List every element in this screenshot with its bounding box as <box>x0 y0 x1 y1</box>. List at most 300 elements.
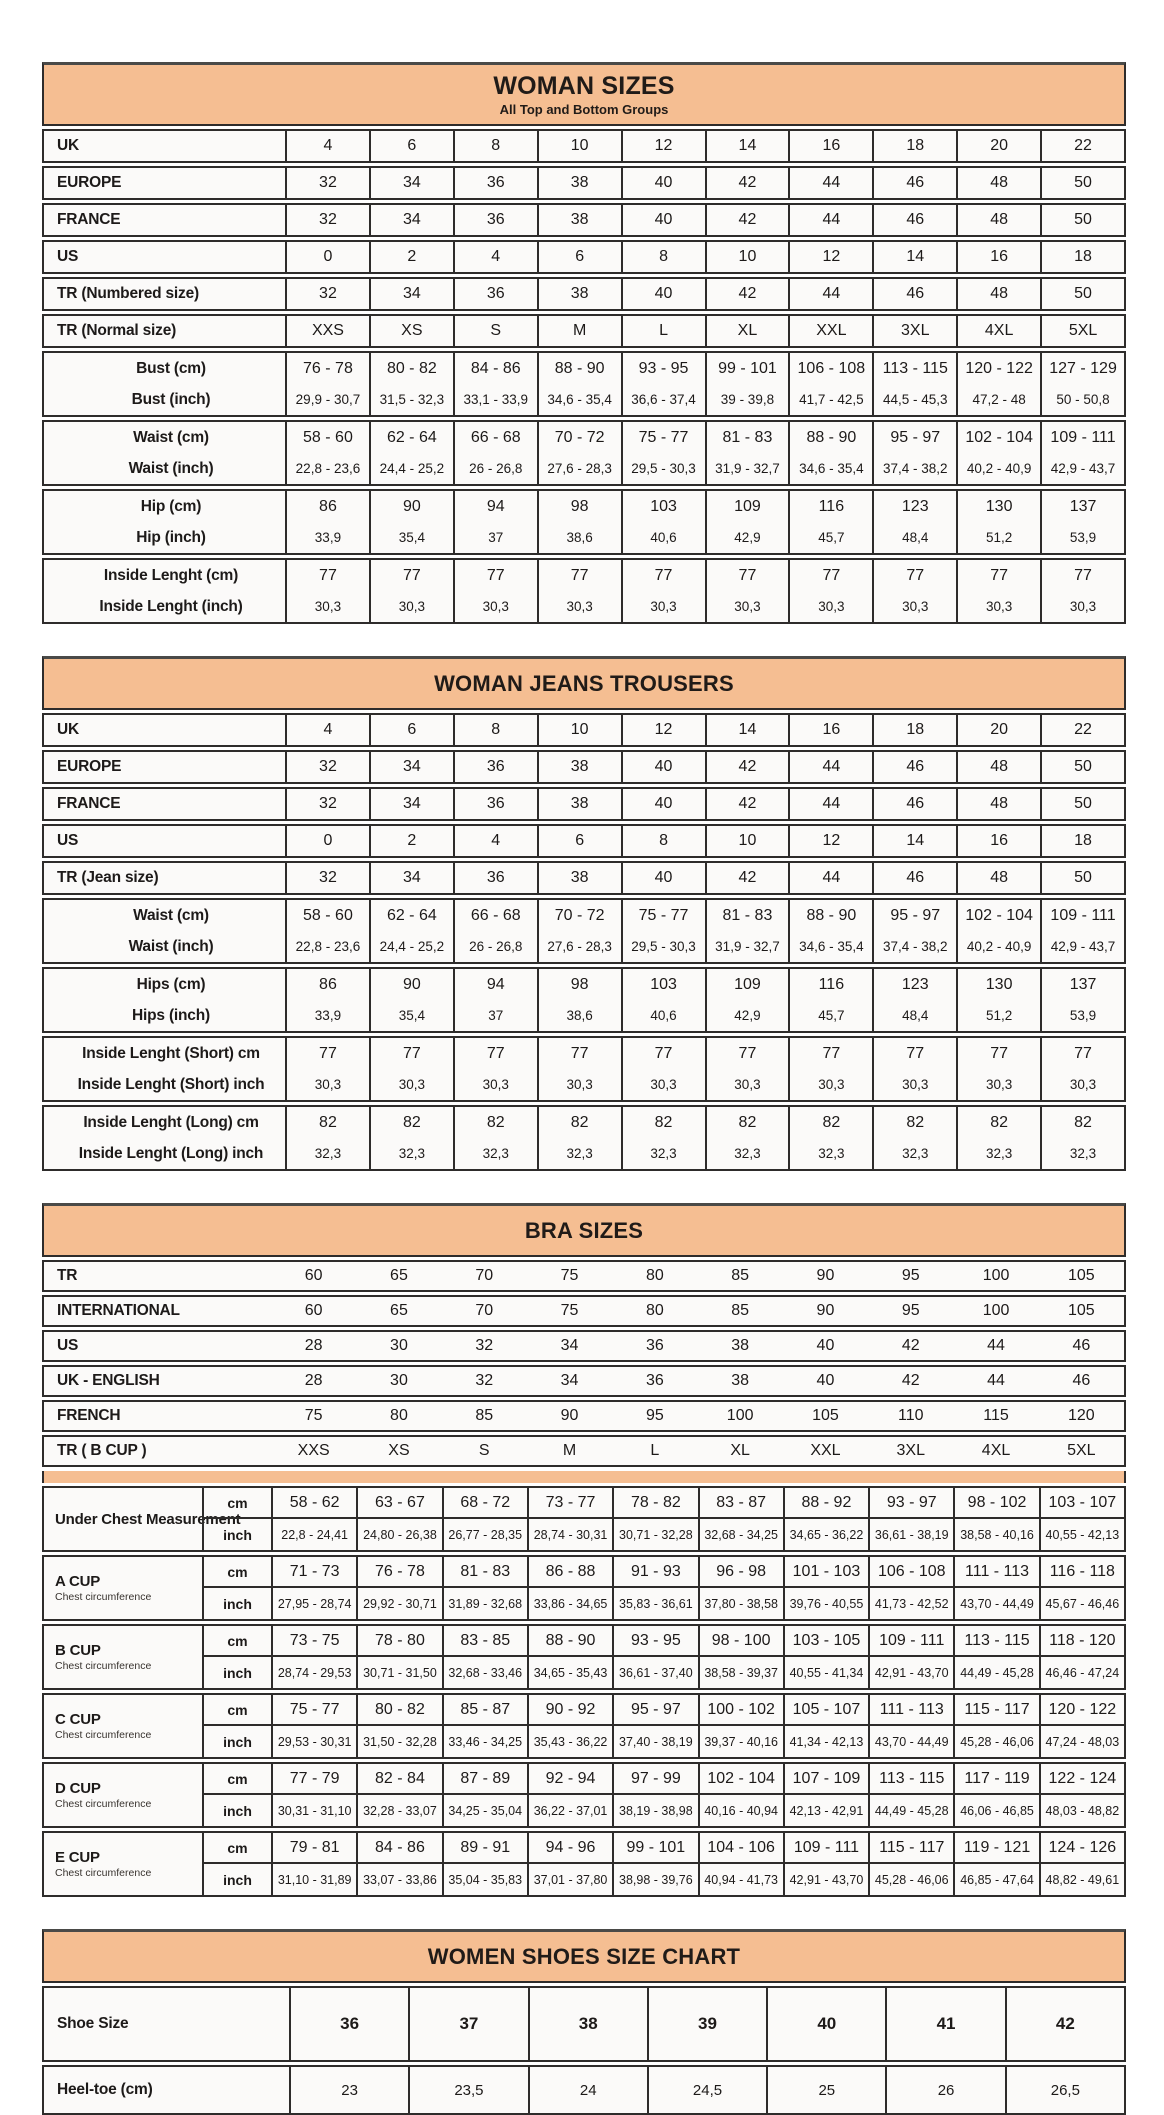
size-cell <box>369 560 453 622</box>
size-cell-cm: 124 - 126 <box>1039 1833 1124 1864</box>
row-label <box>44 1764 202 1826</box>
table-row-line <box>44 900 1124 962</box>
size-cell: 38 <box>528 1988 647 2060</box>
size-cell <box>705 560 789 622</box>
row-label: FRANCE <box>57 211 121 228</box>
row-label: Shoe Size <box>57 2015 129 2032</box>
size-cell: 48 <box>956 863 1040 893</box>
size-cell-inch: 27,95 - 28,74 <box>271 1588 356 1619</box>
size-cell-cm: 122 - 124 <box>1039 1764 1124 1795</box>
size-cell <box>956 1038 1040 1100</box>
size-cell: 14 <box>705 131 789 161</box>
size-cell-cm: 77 <box>1074 1044 1092 1062</box>
size-cell: 32 <box>285 863 369 893</box>
size-cell-inch: 32,3 <box>818 1146 845 1161</box>
size-cell-inch: 39,76 - 40,55 <box>783 1588 868 1619</box>
row-label: EUROPE <box>57 758 122 775</box>
bra-sizes-header <box>42 1203 1126 1257</box>
size-cell-cm: 123 <box>901 975 929 993</box>
size-cell-cm: 77 <box>654 566 673 584</box>
size-cell <box>621 900 705 962</box>
size-cell-inch: 29,5 - 30,3 <box>631 939 696 954</box>
size-cell-inch: 44,49 - 45,28 <box>868 1795 953 1826</box>
row-label-inch: Hips (inch) <box>132 1006 210 1024</box>
size-cell <box>705 900 789 962</box>
row-label-cm: Hip (cm) <box>140 497 202 515</box>
bra-table-divider <box>42 1471 1126 1483</box>
table-row <box>42 420 1126 486</box>
size-cell-cm: 77 <box>402 1044 421 1062</box>
size-cell: 23 <box>289 2067 408 2113</box>
size-cell: 90 <box>816 1267 835 1284</box>
size-cell: 46 <box>872 205 956 235</box>
size-cell: 95 <box>901 1267 920 1284</box>
row-label-cm: Waist (cm) <box>133 906 209 924</box>
size-cell-cm: 82 <box>990 1113 1009 1131</box>
table-row-line <box>44 1297 1124 1325</box>
size-cell-inch: 33,9 <box>314 1008 342 1023</box>
size-cell-cm: 93 - 95 <box>612 1626 697 1657</box>
size-cell: 16 <box>956 242 1040 272</box>
size-cell: 38 <box>537 279 621 309</box>
size-cell-inch: 38,98 - 39,76 <box>612 1864 697 1895</box>
table-row-line <box>44 279 1124 309</box>
size-cell-inch: 32,3 <box>566 1146 593 1161</box>
size-cell: 12 <box>788 826 872 856</box>
size-cell <box>1040 422 1124 484</box>
size-cell: 40 <box>816 1372 835 1389</box>
size-cell <box>621 422 705 484</box>
row-label <box>44 1695 202 1757</box>
row-label: TR (Normal size) <box>57 322 177 339</box>
size-cell: 6 <box>537 826 621 856</box>
cup-row-grid <box>44 1488 1124 1550</box>
size-cell: 38 <box>537 205 621 235</box>
size-cell-cm: 89 - 91 <box>442 1833 527 1864</box>
size-cell-inch: 33,1 - 33,9 <box>463 392 529 407</box>
size-cell-cm: 77 <box>990 566 1009 584</box>
size-cell <box>788 1107 872 1169</box>
size-cell-inch: 43,70 - 44,49 <box>868 1726 953 1757</box>
size-cell: 4 <box>453 242 537 272</box>
size-cell-cm: 88 - 90 <box>806 906 857 924</box>
size-cell: 42 <box>705 168 789 198</box>
size-cell: 44 <box>987 1337 1005 1354</box>
row-label-cm: Inside Lenght (Long) cm <box>83 1113 259 1131</box>
table-row <box>42 203 1126 237</box>
size-cell-cm: 90 <box>402 975 421 993</box>
size-cell-inch: 51,2 <box>986 1008 1013 1023</box>
size-cell: 65 <box>390 1302 408 1319</box>
size-cell <box>788 491 872 553</box>
size-cell <box>285 560 369 622</box>
row-label: TR <box>57 1267 78 1284</box>
row-label: TR (Jean size) <box>57 869 159 886</box>
table-row-line <box>44 353 1124 415</box>
woman-sizes-table <box>42 62 1126 624</box>
size-cell: 46 <box>872 168 956 198</box>
size-cell <box>537 560 621 622</box>
size-cell-cm: 107 - 109 <box>783 1764 868 1795</box>
table-row <box>42 898 1126 964</box>
size-cell-inch: 36,22 - 37,01 <box>527 1795 612 1826</box>
size-cell: 36 <box>289 1988 408 2060</box>
size-cell: 3XL <box>896 1442 925 1459</box>
size-cell-inch: 30,3 <box>398 1077 425 1092</box>
size-cell-cm: 120 - 122 <box>965 359 1033 377</box>
unit-inch-label: inch <box>202 1519 271 1550</box>
size-cell: 95 <box>645 1407 664 1424</box>
table-row-line <box>44 1402 1124 1430</box>
table-row <box>42 1986 1126 2062</box>
size-cell: 26 <box>885 2067 1004 2113</box>
size-cell-inch: 38,6 <box>566 1008 593 1023</box>
size-cell: 40 <box>621 789 705 819</box>
size-cell-inch: 30,3 <box>650 1077 677 1092</box>
size-cell: 40 <box>621 205 705 235</box>
cup-name: E CUP <box>55 1849 100 1866</box>
size-cell-cm: 77 <box>319 566 337 584</box>
size-cell: 10 <box>537 131 621 161</box>
size-cell-cm: 82 <box>486 1113 505 1131</box>
size-cell-cm: 79 - 81 <box>271 1833 356 1864</box>
size-cell-inch: 35,43 - 36,22 <box>527 1726 612 1757</box>
size-cell <box>956 353 1040 415</box>
size-cell-cm: 109 - 111 <box>783 1833 868 1864</box>
woman-jeans-header <box>42 656 1126 710</box>
size-cell-cm: 82 <box>1074 1113 1092 1131</box>
size-cell: 36 <box>453 205 537 235</box>
size-cell-cm: 77 <box>570 1044 589 1062</box>
table-row <box>42 129 1126 163</box>
size-cell-cm: 117 - 119 <box>953 1764 1038 1795</box>
size-cell-cm: 66 - 68 <box>470 428 521 446</box>
size-cell: 5XL <box>1067 1442 1096 1459</box>
size-cell-cm: 99 - 101 <box>612 1833 697 1864</box>
size-cell: 42 <box>901 1372 920 1389</box>
table-row <box>42 824 1126 858</box>
size-cell-inch: 38,58 - 40,16 <box>953 1519 1038 1550</box>
size-cell: 36 <box>453 168 537 198</box>
size-cell <box>453 900 537 962</box>
size-cell: 40 <box>621 168 705 198</box>
size-cell-inch: 37,4 - 38,2 <box>882 461 948 476</box>
size-cell-cm: 116 <box>818 497 845 515</box>
size-cell <box>705 969 789 1031</box>
size-cell: XXS <box>285 316 369 346</box>
size-cell-cm: 95 - 97 <box>890 428 941 446</box>
table-row <box>42 1400 1126 1432</box>
table-row-line <box>44 491 1124 553</box>
size-cell-cm: 106 - 108 <box>797 359 866 377</box>
size-cell-inch: 33,46 - 34,25 <box>442 1726 527 1757</box>
size-cell <box>956 560 1040 622</box>
size-cell-inch: 24,4 - 25,2 <box>379 461 445 476</box>
size-cell-inch: 32,3 <box>398 1146 425 1161</box>
size-cell-cm: 82 <box>570 1113 589 1131</box>
size-cell <box>1040 560 1124 622</box>
size-cell: XL <box>705 316 789 346</box>
size-cell-cm: 84 - 86 <box>470 359 521 377</box>
size-cell-cm: 137 <box>1069 497 1097 515</box>
table-row <box>42 558 1126 624</box>
size-cell-inch: 30,3 <box>314 599 342 614</box>
table-row <box>42 713 1126 747</box>
size-cell: 48 <box>956 752 1040 782</box>
size-cell-inch: 30,3 <box>566 1077 593 1092</box>
bra-sizes-table <box>42 1203 1126 1897</box>
size-cell-cm: 91 - 93 <box>612 1557 697 1588</box>
size-cell-inch: 42,9 - 43,7 <box>1050 461 1116 476</box>
size-cell-cm: 103 - 107 <box>1039 1488 1124 1519</box>
table-row <box>42 1036 1126 1102</box>
size-cell-cm: 137 <box>1069 975 1097 993</box>
size-cell-cm: 77 <box>486 566 505 584</box>
size-cell: 18 <box>872 131 956 161</box>
size-cell: 18 <box>1040 826 1124 856</box>
table-row-line <box>44 1262 1124 1290</box>
size-cell <box>453 560 537 622</box>
size-cell-cm: 92 - 94 <box>527 1764 612 1795</box>
size-cell-inch: 31,10 - 31,89 <box>271 1864 356 1895</box>
size-cell-inch: 40,6 <box>650 530 677 545</box>
size-cell-cm: 77 <box>822 566 841 584</box>
size-cell: 85 <box>731 1302 750 1319</box>
size-cell-inch: 24,4 - 25,2 <box>379 939 445 954</box>
size-cell <box>872 422 956 484</box>
size-cell: 20 <box>956 715 1040 745</box>
size-cell-inch: 39,37 - 40,16 <box>698 1726 783 1757</box>
size-cell: 0 <box>285 826 369 856</box>
unit-cm-label: cm <box>202 1695 271 1726</box>
size-cell-cm: 77 <box>906 566 925 584</box>
bra-conversion-rows <box>42 1260 1126 1467</box>
size-cell-cm: 119 - 121 <box>953 1833 1038 1864</box>
size-cell-cm: 115 - 117 <box>953 1695 1038 1726</box>
size-cell <box>537 422 621 484</box>
size-cell <box>537 1038 621 1100</box>
table-row-line <box>44 316 1124 346</box>
size-cell <box>537 491 621 553</box>
size-cell-inch: 53,9 <box>1069 1008 1097 1023</box>
size-cell-cm: 120 - 122 <box>1039 1695 1124 1726</box>
size-cell <box>621 1038 705 1100</box>
size-cell: 0 <box>285 242 369 272</box>
size-cell-inch: 30,3 <box>482 599 509 614</box>
table-row <box>42 489 1126 555</box>
row-label-inch: Waist (inch) <box>128 459 214 477</box>
size-cell-cm: 109 <box>734 975 761 993</box>
size-cell-inch: 24,80 - 26,38 <box>356 1519 441 1550</box>
size-cell: 42 <box>1005 1988 1124 2060</box>
size-cell: 8 <box>453 131 537 161</box>
size-cell: 48 <box>956 789 1040 819</box>
size-cell <box>453 422 537 484</box>
size-cell-cm: 77 <box>570 566 589 584</box>
size-cell <box>1040 1107 1124 1169</box>
table-row <box>42 1105 1126 1171</box>
size-cell-cm: 94 <box>486 975 505 993</box>
size-cell-cm: 113 - 115 <box>953 1626 1038 1657</box>
size-cell <box>285 422 369 484</box>
size-cell: 34 <box>369 205 453 235</box>
size-cell: 50 <box>1040 279 1124 309</box>
size-cell: 38 <box>537 752 621 782</box>
size-cell-cm: 86 <box>319 975 337 993</box>
size-cell: 75 <box>560 1302 579 1319</box>
size-cell: 36 <box>645 1337 664 1354</box>
size-cell-inch: 41,34 - 42,13 <box>783 1726 868 1757</box>
size-cell <box>1040 353 1124 415</box>
size-cell <box>705 1038 789 1100</box>
size-cell-cm: 62 - 64 <box>386 428 437 446</box>
size-cell: 36 <box>453 789 537 819</box>
size-cell-inch: 32,3 <box>650 1146 677 1161</box>
size-cell <box>621 491 705 553</box>
size-cell-inch: 39 - 39,8 <box>720 392 775 407</box>
size-cell <box>872 353 956 415</box>
size-cell-inch: 27,6 - 28,3 <box>547 939 612 954</box>
size-cell-inch: 38,6 <box>566 530 593 545</box>
size-cell-cm: 77 <box>738 566 757 584</box>
size-cell: 8 <box>453 715 537 745</box>
size-cell-inch: 32,68 - 34,25 <box>698 1519 783 1550</box>
size-cell <box>453 491 537 553</box>
table-row <box>42 1330 1126 1362</box>
size-cell-inch: 40,55 - 41,34 <box>783 1657 868 1688</box>
size-cell: 42 <box>705 789 789 819</box>
row-label: TR ( B CUP ) <box>57 1442 147 1459</box>
size-cell: 37 <box>408 1988 527 2060</box>
size-cell-cm: 81 - 83 <box>722 906 773 924</box>
size-cell-inch: 30,3 <box>314 1077 342 1092</box>
size-cell-cm: 87 - 89 <box>442 1764 527 1795</box>
size-cell-inch: 29,9 - 30,7 <box>295 392 361 407</box>
unit-cm-label: cm <box>202 1488 271 1519</box>
woman-jeans-title: WOMAN JEANS TROUSERS <box>434 670 734 696</box>
table-row <box>42 1486 1126 1552</box>
size-cell: 40 <box>816 1337 835 1354</box>
size-cell-cm: 99 - 101 <box>718 359 777 377</box>
size-cell: 46 <box>872 789 956 819</box>
size-cell-inch: 31,89 - 32,68 <box>442 1588 527 1619</box>
size-cell-cm: 100 - 102 <box>698 1695 783 1726</box>
size-cell: 8 <box>621 242 705 272</box>
size-cell-inch: 48,4 <box>902 1008 929 1023</box>
size-cell-cm: 82 <box>738 1113 757 1131</box>
size-cell: 50 <box>1040 168 1124 198</box>
cup-subtitle: Chest circumference <box>55 1867 152 1879</box>
size-cell: 32 <box>475 1337 494 1354</box>
size-cell <box>788 969 872 1031</box>
size-cell-inch: 26 - 26,8 <box>469 461 523 476</box>
size-cell <box>872 560 956 622</box>
size-cell-inch: 36,6 - 37,4 <box>631 392 696 407</box>
unit-cm-label: cm <box>202 1557 271 1588</box>
size-cell-inch: 37,40 - 38,19 <box>612 1726 697 1757</box>
size-cell: 10 <box>537 715 621 745</box>
size-cell <box>788 900 872 962</box>
women-shoes-rows <box>42 1986 1126 2115</box>
size-cell: 14 <box>872 242 956 272</box>
size-cell-inch: 31,5 - 32,3 <box>379 392 445 407</box>
cup-name: B CUP <box>55 1642 101 1659</box>
size-cell <box>537 969 621 1031</box>
size-cell <box>956 900 1040 962</box>
table-row-line <box>44 131 1124 161</box>
size-cell: XS <box>369 316 453 346</box>
size-cell-inch: 30,3 <box>902 1077 929 1092</box>
size-cell: 40 <box>621 752 705 782</box>
size-cell <box>788 560 872 622</box>
women-shoes-header <box>42 1929 1126 1983</box>
size-cell-cm: 77 <box>1074 566 1092 584</box>
size-cell <box>453 1107 537 1169</box>
table-row-line <box>44 1332 1124 1360</box>
row-label: UK - ENGLISH <box>57 1372 160 1389</box>
size-cell-cm: 94 <box>486 497 505 515</box>
table-row-line <box>44 422 1124 484</box>
woman-jeans-rows <box>42 713 1126 1171</box>
size-cell: 16 <box>788 715 872 745</box>
size-cell-cm: 83 - 87 <box>698 1488 783 1519</box>
size-cell: 22 <box>1040 715 1124 745</box>
size-cell-cm: 101 - 103 <box>783 1557 868 1588</box>
size-cell-cm: 113 - 115 <box>882 359 948 377</box>
size-cell: XL <box>730 1442 750 1459</box>
row-label-inch: Inside Lenght (Long) inch <box>78 1144 264 1162</box>
size-cell: 42 <box>705 863 789 893</box>
size-cell <box>453 1038 537 1100</box>
size-cell-cm: 83 - 85 <box>442 1626 527 1657</box>
size-cell-inch: 38,19 - 38,98 <box>612 1795 697 1826</box>
size-cell-cm: 70 - 72 <box>554 428 605 446</box>
size-cell-cm: 98 - 100 <box>698 1626 783 1657</box>
table-row-line <box>44 969 1124 1031</box>
size-cell: 10 <box>705 826 789 856</box>
size-cell <box>621 560 705 622</box>
unit-cm-label: cm <box>202 1764 271 1795</box>
size-cell: XS <box>388 1442 410 1459</box>
size-cell <box>453 969 537 1031</box>
size-cell: 18 <box>872 715 956 745</box>
size-cell: 32 <box>285 279 369 309</box>
size-cell-cm: 77 <box>906 1044 925 1062</box>
size-cell-inch: 34,65 - 35,43 <box>527 1657 612 1688</box>
size-cell: 38 <box>537 863 621 893</box>
size-cell: 105 <box>1067 1267 1095 1284</box>
size-cell <box>621 1107 705 1169</box>
size-cell <box>1040 969 1124 1031</box>
size-cell: 75 <box>304 1407 323 1424</box>
size-cell <box>788 1038 872 1100</box>
size-cell-inch: 30,71 - 31,50 <box>356 1657 441 1688</box>
size-cell-cm: 77 <box>486 1044 505 1062</box>
row-label <box>44 969 285 1031</box>
size-cell: 28 <box>304 1372 323 1389</box>
table-row <box>42 240 1126 274</box>
size-cell-cm: 103 - 105 <box>783 1626 868 1657</box>
size-cell: 42 <box>901 1337 920 1354</box>
size-cell-inch: 38,58 - 39,37 <box>698 1657 783 1688</box>
size-cell-cm: 93 - 95 <box>638 359 689 377</box>
size-cell: 32 <box>285 752 369 782</box>
row-label: UK <box>57 137 79 154</box>
size-cell-cm: 88 - 92 <box>783 1488 868 1519</box>
size-cell-cm: 68 - 72 <box>442 1488 527 1519</box>
size-cell-inch: 22,8 - 23,6 <box>295 461 361 476</box>
table-row-line <box>44 1038 1124 1100</box>
